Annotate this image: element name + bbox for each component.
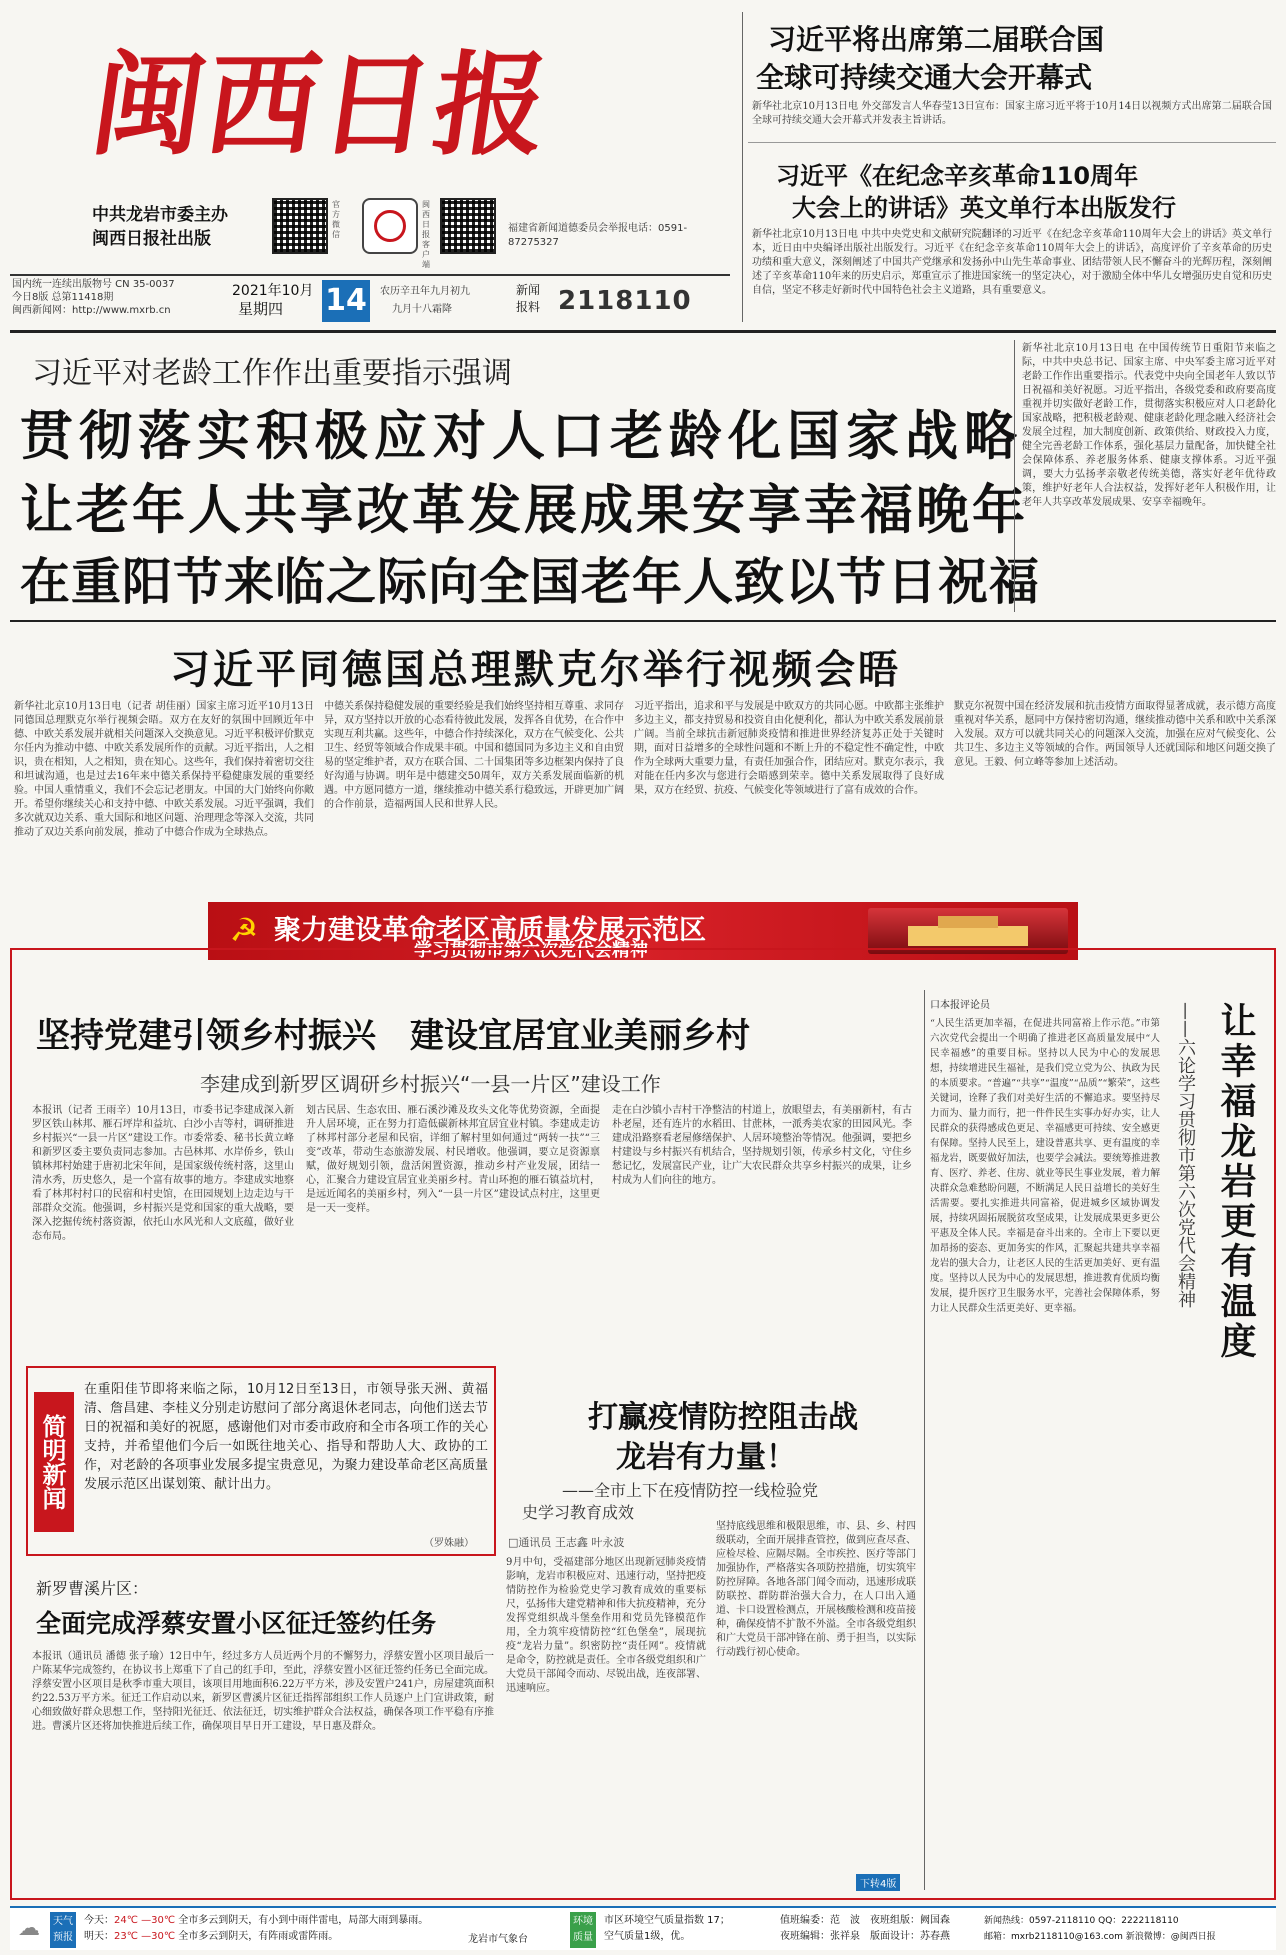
epidemic-headline[interactable]: 龙岩有力量！ [616,1440,796,1475]
merkel-headline[interactable]: 习近平同德国总理默克尔举行视频会晤 [170,647,901,693]
brief-text: 在重阳佳节即将来临之际，10月12日至13日，市领导张天洲、黄福清、詹昌建、李桂义分别走访慰问了部分离退休老同志，向他们送去节日的祝福和美好的祝愿，感谢他们对市委市政府和全市各项工作的关心支持，并希望他们今后一如既往地关心、指导和帮助人大、政协的工作，对老龄的各项事业发展多提宝贵意见，为聚力建设革命老区高质量发展示范区出谋划策、献计出力。 [84,1382,488,1492]
top-story-2-title[interactable]: 大会上的讲话》英文单行本出版发行 [792,194,1176,222]
top-story-1 [748,12,1276,152]
contact[interactable]: 邮箱：mxrb2118110@163.com [984,1932,1123,1942]
brief-byline: （罗姝融） [424,1538,474,1549]
qr-code-app[interactable] [440,198,496,254]
tomorrow-temp: 23℃ —30℃ [114,1931,176,1942]
app-logo-icon[interactable] [362,198,418,254]
epidemic-subtitle: ——全市上下在疫情防控一线检验党 [562,1481,819,1500]
editor: 版面设计：苏春燕 [870,1931,950,1942]
pub-info [12,278,242,317]
editor: 夜班组版：阙国森 [870,1915,950,1926]
xinluo-kicker: 新罗曹溪片区： [36,1579,149,1598]
lead-kicker[interactable]: 习近平对老龄工作作出重要指示强调 [32,356,512,391]
banner-title: 聚力建设革命老区高质量发展示范区 [274,915,706,946]
hotline-number[interactable]: 2118110 [558,286,692,316]
merkel-col: 习近平指出，追求和平与发展是中欧双方的共同心愿。中欧都主张维护多边主义，都支持贸易和投资自由化便利化，都认为中欧关系发展前景广阔。当前全球抗击新冠肺炎疫情和推进世界经济复苏正处于关键时期，面对日益增多的全球性问题和不断上升的不稳定性不确定性，中欧作为全球两大重要力量，有责任加强合作，团结应对。默克尔表示，我对能在任内多次与您进行会晤感到荣幸。德中关系发展取得了良好成果，双方在经贸、抗疫、气候变化等领域进行了富有成效的合作。 [634,701,944,796]
editor: 值班编委：范 波 [780,1915,860,1926]
feature-headline[interactable]: 坚持党建引领乡村振兴 建设宜居宜业美丽乡村 [36,1016,750,1056]
feature-col: 本报讯（记者 王雨辛）10月13日，市委书记李建成深入新罗区铁山林邦、雁石坪岸和益坑、白沙小吉等村，调研推进乡村振兴“一县一片区”建设工作。市委常委、秘书长黄立峰和新罗区委主要负责同志参加。古邑林邦、水岸侨乡，铁山镇林邦村始建于唐初北宋年间，是国家级传统村落，这里山清水秀，历史悠久，是一个富有故事的地方。李建成实地察看了林邦村村口的民宿和村史馆，在田园规划上边走边与干部群众交流。他强调，乡村振兴是党和国家的重大战略，要深入挖掘传统村落资源，依托山水风光和人文底蕴，做好业态布局。 [32,1105,294,1242]
commentary-title[interactable]: 让幸福龙岩更有温度 [1215,1002,1256,1362]
host-line-1: 中共龙岩市委主办 [92,205,228,225]
pub-info-line: 闽西新闻网：http://www.mxrb.cn [12,305,171,316]
pub-info-line: 今日8版 总第11418期 [12,292,114,303]
qr-label-wechat: 官方微信 [332,200,340,239]
today-desc: 全市多云到阴天，有小到中雨伴雷电，局部大雨到暴雨。 [178,1915,429,1926]
today-temp: 24℃ —30℃ [114,1915,176,1926]
weather-label-line: 预报 [53,1932,73,1943]
lunar-date: 农历辛丑年九月初九 [380,286,470,297]
hotline-label: 新闻报料 [516,283,541,314]
lead-sidebar-text: 新华社北京10月13日电 在中国传统节日重阳节来临之际，中共中央总书记、国家主席、中央军委主席习近平对老龄工作作出重要指示。代表党中央向全国老年人致以节日祝福和美好祝愿。习近平指出，各级党委和政府要高度重视并切实做好老龄工作，贯彻落实积极应对人口老龄化国家战略，把积极老龄观、健康老龄化理念融入经济社会发展全过程，加大制度创新、政策供给、财政投入力度，健全完善老龄工作体系，强化基层力量配备，加快健全社会保障体系、养老服务体系、健康支撑体系。习近平强调，要大力弘扬孝亲敬老传统美德，落实好老年优待政策，维护好老年人合法权益，发挥好老年人积极作用，让老年人共享改革发展成果、安享幸福晚年。 [1022,343,1276,508]
feature-col: 走在白沙镇小吉村干净整洁的村道上，放眼望去，有美丽新村，有古朴老屋，还有连片的水稻田、甘蔗林，一派秀美农家的田园风光。李建成沿路察看老屋修缮保护、人居环境整治等情况。他强调，要把乡村建设与乡村振兴有机结合，坚持规划引领，传承乡村文化，守住乡愁记忆，发展富民产业，让广大农民群众共享乡村振兴的成果，让乡村成为人们向往的地方。 [612,1105,912,1186]
xinluo-text: 本报讯（通讯员 潘德 张子瑜）12日中午，经过多方人员近两个月的不懈努力，浮蔡安置小区项目最后一户陈某华完成签约，在协议书上郑重下了自己的红手印，至此，浮蔡安置小区征迁签约任务已全面完成。浮蔡安置小区项目是秋季市重大项目，该项目用地面积6.22万平方米，涉及安置户241户，房屋建筑面积约22.53万平方米。征迁工作启动以来，新罗区曹溪片区征迁指挥部组织工作人员逐户上门宣讲政策，耐心细致做好群众思想工作，坚持阳光征迁、依法征迁，切实维护群众合法权益，确保各项工作平稳有序推进。曹溪片区还将加快推进后续工作，确保项目早日开工建设，早日惠及群众。 [32,1651,494,1732]
xinluo-headline[interactable]: 全面完成浮蔡安置小区征迁签约任务 [36,1609,437,1638]
pub-info-line: 国内统一连续出版物号 CN 35-0037 [12,279,175,290]
feature-subtitle: 李建成到新罗区调研乡村振兴“一县一片区”建设工作 [200,1072,661,1096]
top-story-1-text: 新华社北京10月13日电 外交部发言人华春莹13日宣布：国家主席习近平将于10月14日以视频方式出席第二届联合国全球可持续交通大会开幕式并发表主旨讲话。 [752,101,1272,126]
contact[interactable]: 新闻热线：0597-2118110 [984,1916,1096,1926]
today-label: 今天： [84,1915,114,1926]
epidemic-byline: □通讯员 王志鑫 叶永波 [508,1536,625,1549]
party-emblem-icon: ☭ [229,911,259,949]
merkel-col: 中德关系保持稳健发展的重要经验是我们始终坚持相互尊重、求同存异，双方坚持以开放的心态看待彼此发展，发挥各自优势，在合作中实现互利共赢。这些年，中德合作持续深化，双方在气候变化、公共卫生、经贸等领域合作成果丰硕。中国和德国同为多边主义和自由贸易的坚定维护者，双方在联合国、二十国集团等多边框架内保持了良好沟通与协调。明年是中德建交50周年，双方关系发展面临新的机遇。中方愿同德方一道，继续推动中德关系行稳致远，开辟更加广阔的合作前景，造福两国人民和世界人民。 [324,701,624,810]
weather-label-line: 天气 [53,1916,73,1927]
air-quality-line: 空气质量1级，优。 [604,1931,691,1942]
epidemic-subtitle: 史学习教育成效 [522,1503,635,1522]
qr-code-wechat[interactable] [272,198,328,254]
air-quality-label [570,1912,596,1948]
banner-subtitle: 学习贯彻市第六次党代会精神 [414,940,648,961]
contacts [984,1913,1274,1945]
top-story-1-title[interactable]: 习近平将出席第二届联合国 [768,23,1105,56]
contact[interactable]: QQ：2222118110 [1098,1916,1179,1926]
merkel-col: 默克尔祝贺中国在经济发展和抗击疫情方面取得显著成就，表示德方高度重视对华关系，愿同中方保持密切沟通，继续推动德中关系和欧中关系深入发展。双方可以就共同关心的问题深入交流，加强在应对气候变化、公共卫生、多边主义等领域的合作。两国领导人还就国际和地区问题交换了意见。王毅、何立峰等参加上述活动。 [954,701,1276,768]
weather-label [50,1912,76,1948]
feature-col: 划古民居、生态农田、雁石溪沙滩及玫头文化等优势资源，全面提升人居环境，正在努力打造低碳新林邦宜居宜业村镇。李建成走访了林邦村部分老屋和民宿，详细了解村里如何通过“两转一扶”“三变”改革，带动生态旅游发展、村民增收。他强调，要立足资源禀赋，做好规划引领，盘活闲置资源，推动乡村产业发展，团结一心，汇聚合力建设宜居宜业美丽乡村。青山环抱的雁石镇益坑村，是远近闻名的美丽乡村，列入“一县一片区”建设试点村庄，这里更是一天一变样。 [306,1105,600,1214]
weather-cloud-icon: ☁ [18,1916,40,1941]
editors [780,1913,980,1945]
air-quality [604,1913,730,1945]
lead-headline-line[interactable]: 让老年人共享改革发展成果安享幸福晚年 [20,480,1028,541]
lead-headline-line[interactable]: 贯彻落实积极应对人口老龄化国家战略 [20,406,1023,467]
ethics-hotline: 福建省新闻道德委员会举报电话：0591-87275327 [508,223,688,248]
epidemic-col: 坚持底线思维和极限思维，市、县、乡、村四级联动，全面开展排查管控，做到应查尽查、应检尽检、应隔尽隔。全市疾控、医疗等部门加强协作，严格落实各项防控措施，切实筑牢防控屏障。各地各部门闻令而动，迅速形成联防联控、群防群治强大合力，在人口出入通道、卡口设置检测点，开展核酸检测和疫苗接种，确保疫情不扩散不外溢。全市各级党组织和广大党员干部冲锋在前、勇于担当，以实际行动践行初心使命。 [716,1521,916,1658]
commentary-text: “人民生活更加幸福，在促进共同富裕上作示范。”市第六次党代会提出一个明确了推进老区高质量发展中“人民幸福感”的重要目标。坚持以人民为中心的发展思想，持续增进民生福祉，是我们党立党为公、执政为民的本质要求。“普遍”“共享”“温度”“品质”“繁荣”，这些关键词，诠释了我们对美好生活的不懈追求。要坚持尽力而为、量力而行，把一件件民生实事办好办实，让人民群众的获得感成色更足、幸福感更可持续、安全感更有保障。坚持人民至上，建设普惠共享、更有温度的幸福龙岩，既要做好加法，也要学会减法。要统筹推进教育、医疗、养老、住房、就业等民生事业发展，着力解决群众急难愁盼问题，不断满足人民日益增长的美好生活需要。要扎实推进共同富裕，促进城乡区域协调发展，持续巩固拓展脱贫攻坚成果，让发展成果更多更公平惠及全体人民。幸福是奋斗出来的。全市上下要以更加昂扬的姿态、更加务实的作风，汇聚起共建共享幸福龙岩的强大合力，让老区人民的生活更加美好、更有温度。坚持以人民为中心的发展思想，推进教育优质均衡发展，提升医疗卫生服务水平，完善社会保障体系，努力让人民群众生活更美好、更幸福。 [930,1018,1160,1314]
weather-forecast [84,1913,428,1945]
brief-label: 简明新闻 [34,1392,74,1532]
issue-weekday: 星期四 [238,300,284,318]
tomorrow-label: 明天： [84,1931,114,1942]
issue-day: 14 [322,280,370,322]
solar-term: 九月十八霜降 [392,304,452,315]
contact[interactable]: 新浪微博：@闽西日报 [1125,1932,1216,1942]
continue-tag[interactable]: 下转4版 [856,1874,900,1891]
top-story-2-title[interactable]: 习近平《在纪念辛亥革命110周年 [776,162,1139,190]
editor: 夜班编辑：张祥泉 [780,1931,860,1942]
brief-box [26,1366,496,1556]
commentary-tag: 口本报评论员 [930,1000,990,1011]
top-story-2 [748,146,1276,328]
air-quality-line: 市区环境空气质量指数 17； [604,1915,730,1926]
commentary-subtitle: ——六论学习贯彻市第六次党代会精神 [1175,1002,1196,1308]
epidemic-col: 9月中旬，受福建部分地区出现新冠肺炎疫情影响，龙岩市积极应对、迅速行动，坚持把疫情防控作为检验党史学习教育成效的重要标尺，弘扬伟大建党精神和伟大抗疫精神，充分发挥党组织战斗堡垒作用和党员先锋模范作用，全力筑牢疫情防控“红色堡垒”，展现抗疫“龙岩力量”。织密防控“责任网”。疫情就是命令，防控就是责任。全市各级党组织和广大党员干部闻令而动、尽锐出战，连夜部署、迅速响应。 [506,1557,706,1694]
epidemic-headline[interactable]: 打赢疫情防控阻击战 [588,1400,858,1435]
footer-bar [10,1906,1276,1950]
merkel-col: 新华社北京10月13日电（记者 胡佳丽）国家主席习近平10月13日同德国总理默克尔举行视频会晤。双方在友好的氛围中回顾近年中德、中欧关系发展并就相关问题深入交换意见。习近平积极评价默克尔任内为推动中德、中欧关系发展所作的贡献。习近平指出，人之相识，贵在相知，人之相知，贵在知心。这些年，我们保持着密切交往和坦诚沟通，也是过去16年来中德关系保持平稳健康发展的重要经验。中国人重情重义，我们不会忘记老朋友。中国的大门始终向你敞开。希望你继续关心和支持中德、中欧关系发展。习近平强调，我们多次就双边关系、重大国际和地区问题、治理理念等深入交流，共同推动了双边关系向前发展，推动了中德合作成为全球热点。 [14,701,314,838]
air-label-line: 质量 [573,1932,593,1943]
weather-source: 龙岩市气象台 [468,1934,528,1945]
lead-headline-line[interactable]: 在重阳节来临之际向全国老年人致以节日祝福 [20,553,1040,611]
tomorrow-desc: 全市多云到阴天，有阵雨或雷阵雨。 [178,1931,339,1942]
air-label-line: 环境 [573,1916,593,1927]
issue-date: 2021年10月 [232,283,314,299]
top-story-2-text: 新华社北京10月13日电 中共中央党史和文献研究院翻译的习近平《在纪念辛亥革命110周年大会上的讲话》英文单行本，近日由中央编译出版社出版发行。习近平《在纪念辛亥革命110周年大会上的讲话》，高度评价了辛亥革命的历史功绩和重大意义，深刻阐述了中国共产党继承和发扬孙中山先生革命事业、团结带领人民不懈奋斗的光辉历程，深刻阐述了辛亥革命110年来的历史启示，郑重宣示了推进国家统一的坚定决心，对于激励全体中华儿女增强历史自觉和历史自信，坚定不移走好新时代中国特色社会主义道路，具有重要意义。 [752,229,1272,296]
qr-label-app: 闽西日报客户端 [422,200,430,269]
top-story-1-title[interactable]: 全球可持续交通大会开幕式 [756,61,1093,94]
host-line-2: 闽西日报社出版 [92,229,211,249]
masthead-logo[interactable]: 闽西日报 [83,40,558,171]
